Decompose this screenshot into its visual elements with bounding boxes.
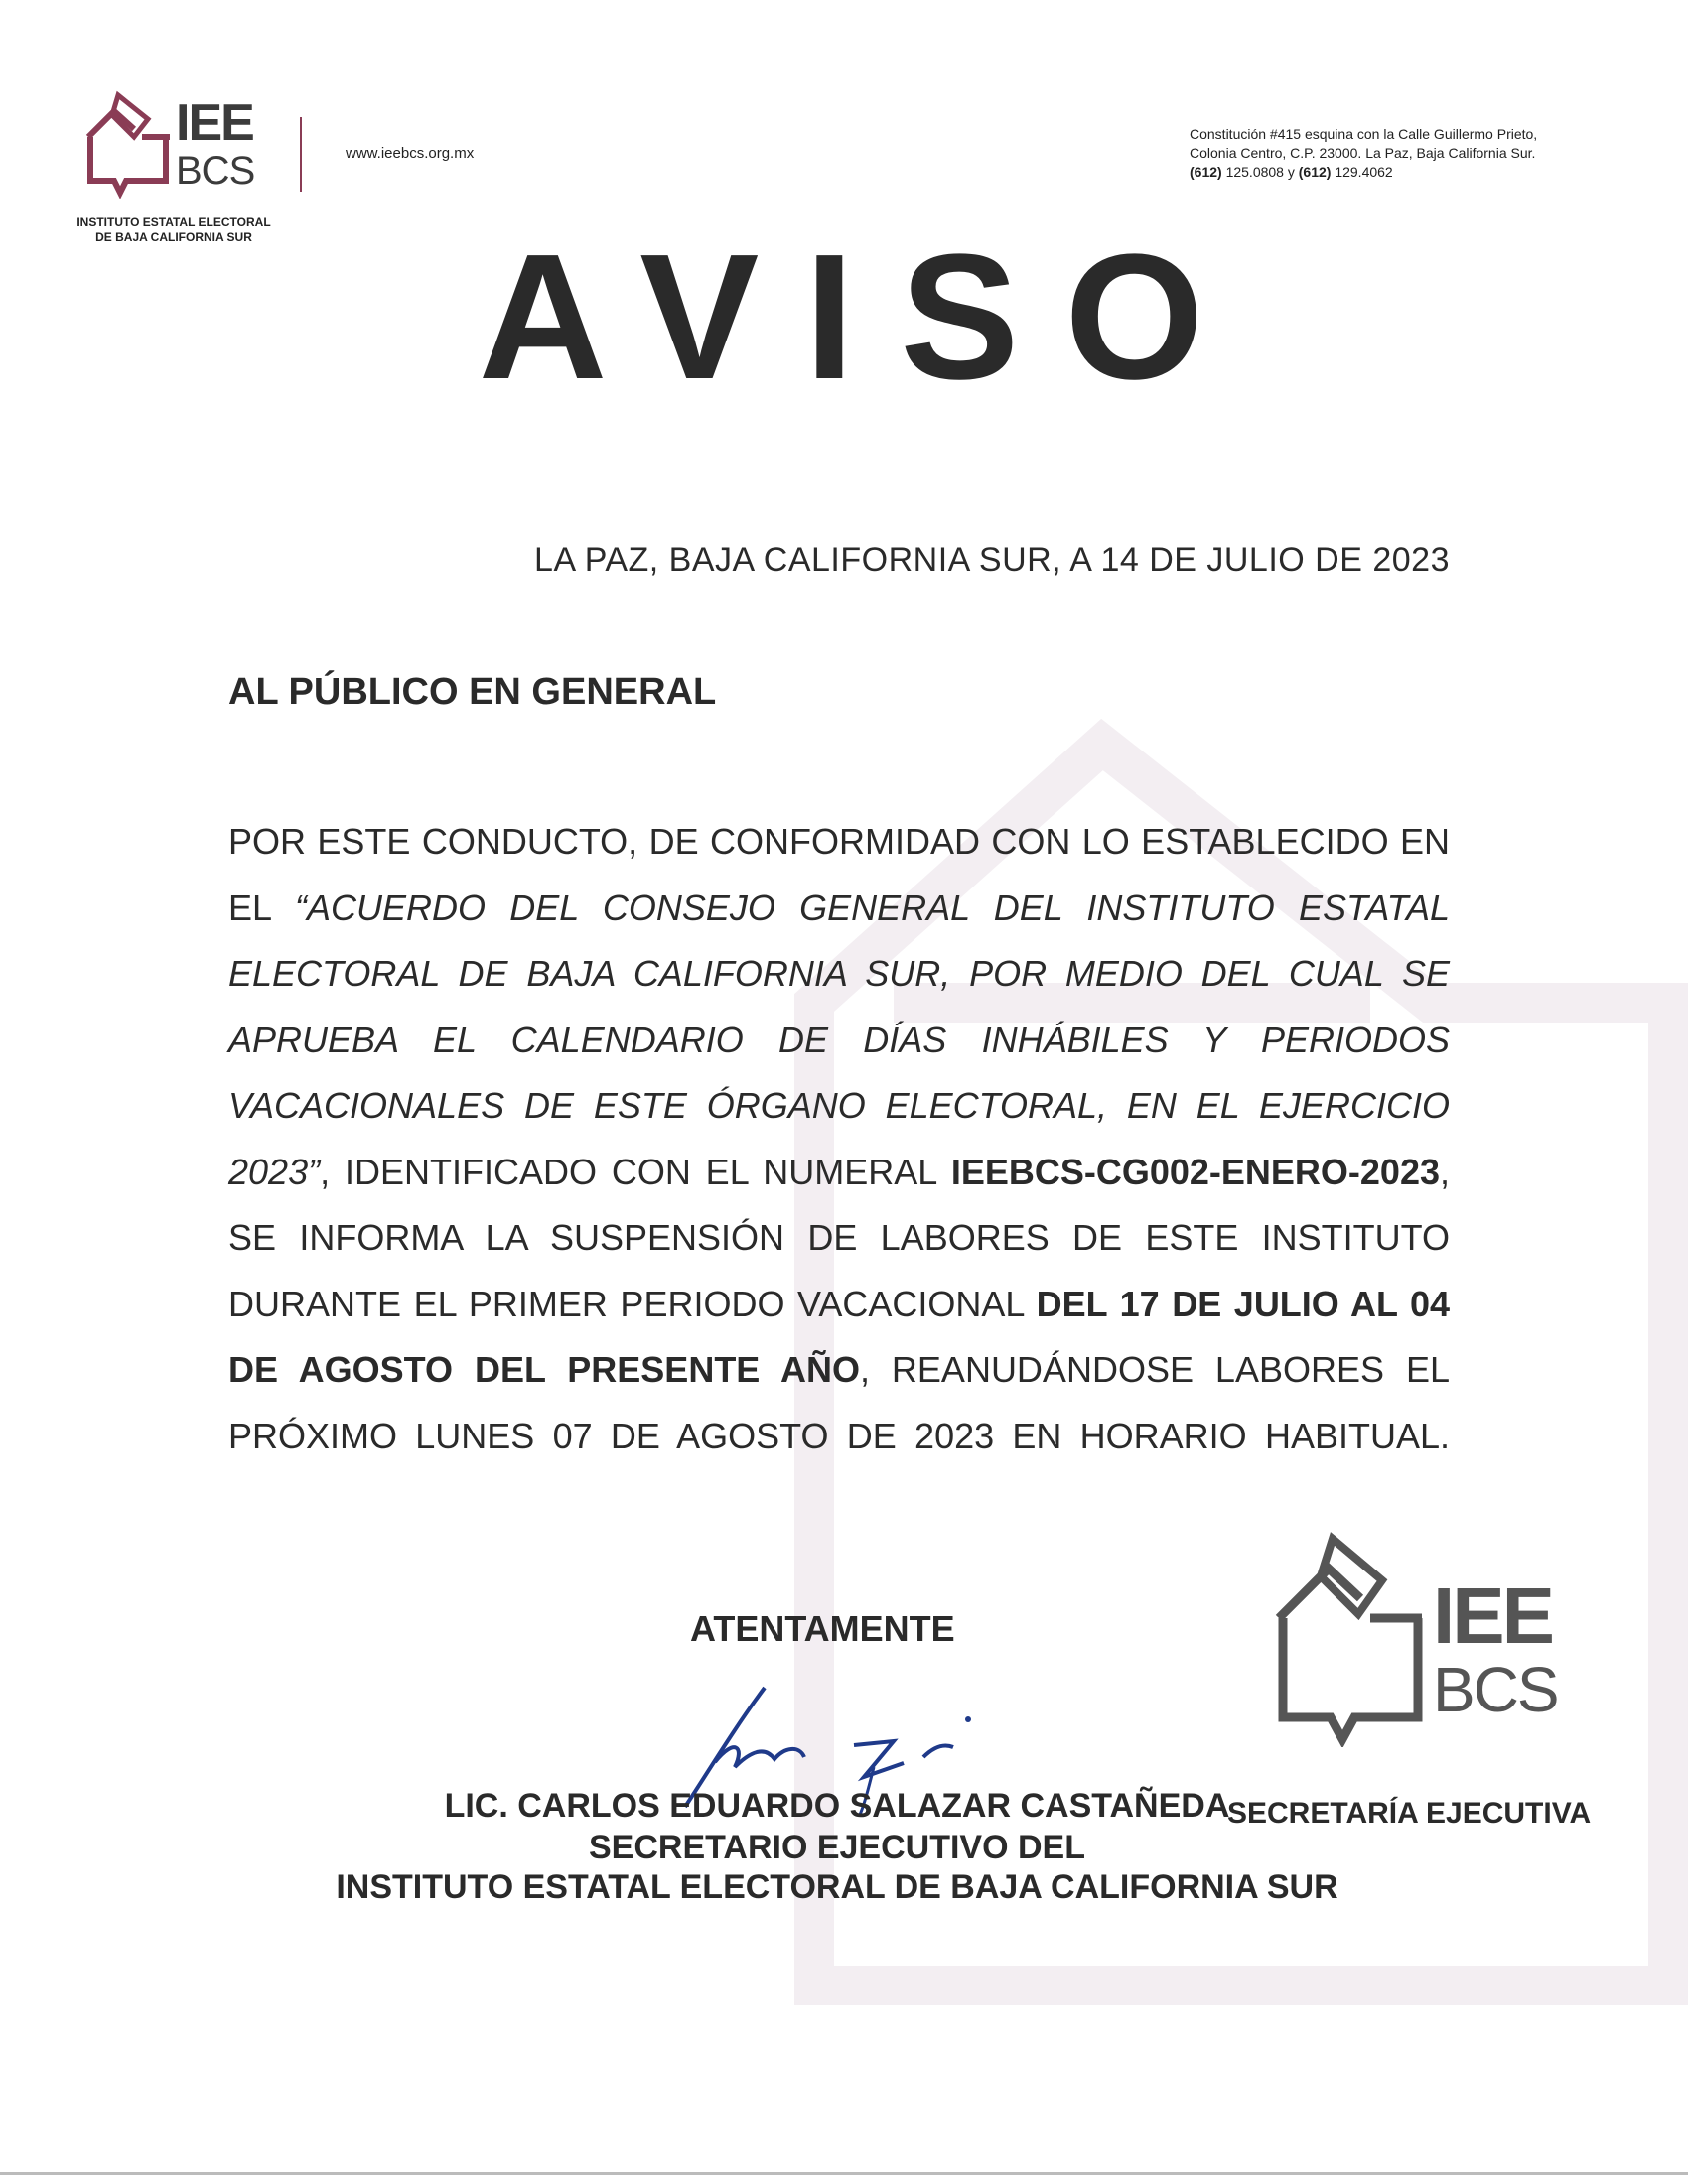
agreement-title: “ACUERDO DEL CONSEJO GENERAL DEL INSTITUTO ESTATAL ELECTORAL DE BAJA CALIFORNIA SUR, POR MEDIO DEL CUAL SE APRUEBA EL CALENDARIO DE DÍAS INHÁBILES Y PERIODOS VACACIONALES DE ESTE ÓRGANO ELECTORAL, EN EL EJERCICIO 2023”: [228, 887, 1451, 1192]
address-block: [1190, 125, 1617, 182]
addressee: AL PÚBLICO EN GENERAL: [228, 671, 717, 713]
logo-ieee-text: IEE: [176, 94, 253, 152]
logo-bcs-text: BCS: [176, 149, 255, 193]
body-part1: POR ESTE CONDUCTO, DE CONFORMIDAD CON LO ESTABLECIDO EN EL: [228, 821, 1450, 928]
signer-name: LIC. CARLOS EDUARDO SALAZAR CASTAÑEDA: [444, 1787, 1230, 1825]
stamp-ieee-text: IEE: [1433, 1571, 1552, 1660]
phone2-prefix: (612): [1298, 164, 1332, 180]
body-part3: , SE INFORMA LA SUSPENSIÓN DE LABORES DE ESTE INSTITUTO DURANTE EL PRIMER PERIODO VACACIONAL: [228, 1151, 1450, 1324]
phone1-prefix: (612): [1190, 164, 1222, 180]
notice-body: [228, 809, 1450, 1469]
address-line2: Colonia Centro, C.P. 23000. La Paz, Baja California Sur.: [1190, 145, 1536, 161]
page-title: AVISO: [478, 217, 1250, 417]
body-part2: , IDENTIFICADO CON EL NUMERAL: [320, 1151, 951, 1192]
agreement-numeral: IEEBCS-CG002-ENERO-2023: [950, 1151, 1440, 1192]
signer-title: SECRETARIO EJECUTIVO DEL: [589, 1829, 1085, 1866]
signer-institution: INSTITUTO ESTATAL ELECTORAL DE BAJA CALIFORNIA SUR: [336, 1868, 1338, 1906]
phone1-number: 125.0808 y: [1221, 164, 1299, 180]
stamp-caption: SECRETARÍA EJECUTIVA: [1227, 1797, 1592, 1830]
header-divider: [300, 117, 302, 192]
page-bottom-edge: [0, 2172, 1688, 2175]
vacation-period: DEL 17 DE JULIO AL 04 DE AGOSTO DEL PRESENTE AÑO: [228, 1283, 1450, 1390]
ieebcs-logo: [84, 89, 273, 208]
stamp-bcs-text: BCS: [1433, 1654, 1558, 1725]
address-line1: Constitución #415 esquina con la Calle Guillermo Prieto,: [1190, 126, 1538, 142]
logo-caption-line1: INSTITUTO ESTATAL ELECTORAL: [76, 215, 271, 229]
website-link[interactable]: www.ieebcs.org.mx: [346, 145, 475, 162]
phone-line: [1190, 163, 1617, 182]
logo-caption-line2: DE BAJA CALIFORNIA SUR: [95, 230, 252, 244]
ballot-box-stamp-icon: [1271, 1529, 1430, 1747]
date-line: LA PAZ, BAJA CALIFORNIA SUR, A 14 DE JULIO DE 2023: [534, 541, 1450, 579]
ballot-box-icon: [84, 89, 174, 199]
official-stamp: [1271, 1529, 1589, 1747]
phone2-number: 129.4062: [1331, 164, 1393, 180]
body-part4: , REANUDÁNDOSE LABORES EL PRÓXIMO LUNES 07 DE AGOSTO DE 2023 EN HORARIO HABITUAL.: [228, 1349, 1450, 1456]
closing: ATENTAMENTE: [690, 1608, 955, 1649]
